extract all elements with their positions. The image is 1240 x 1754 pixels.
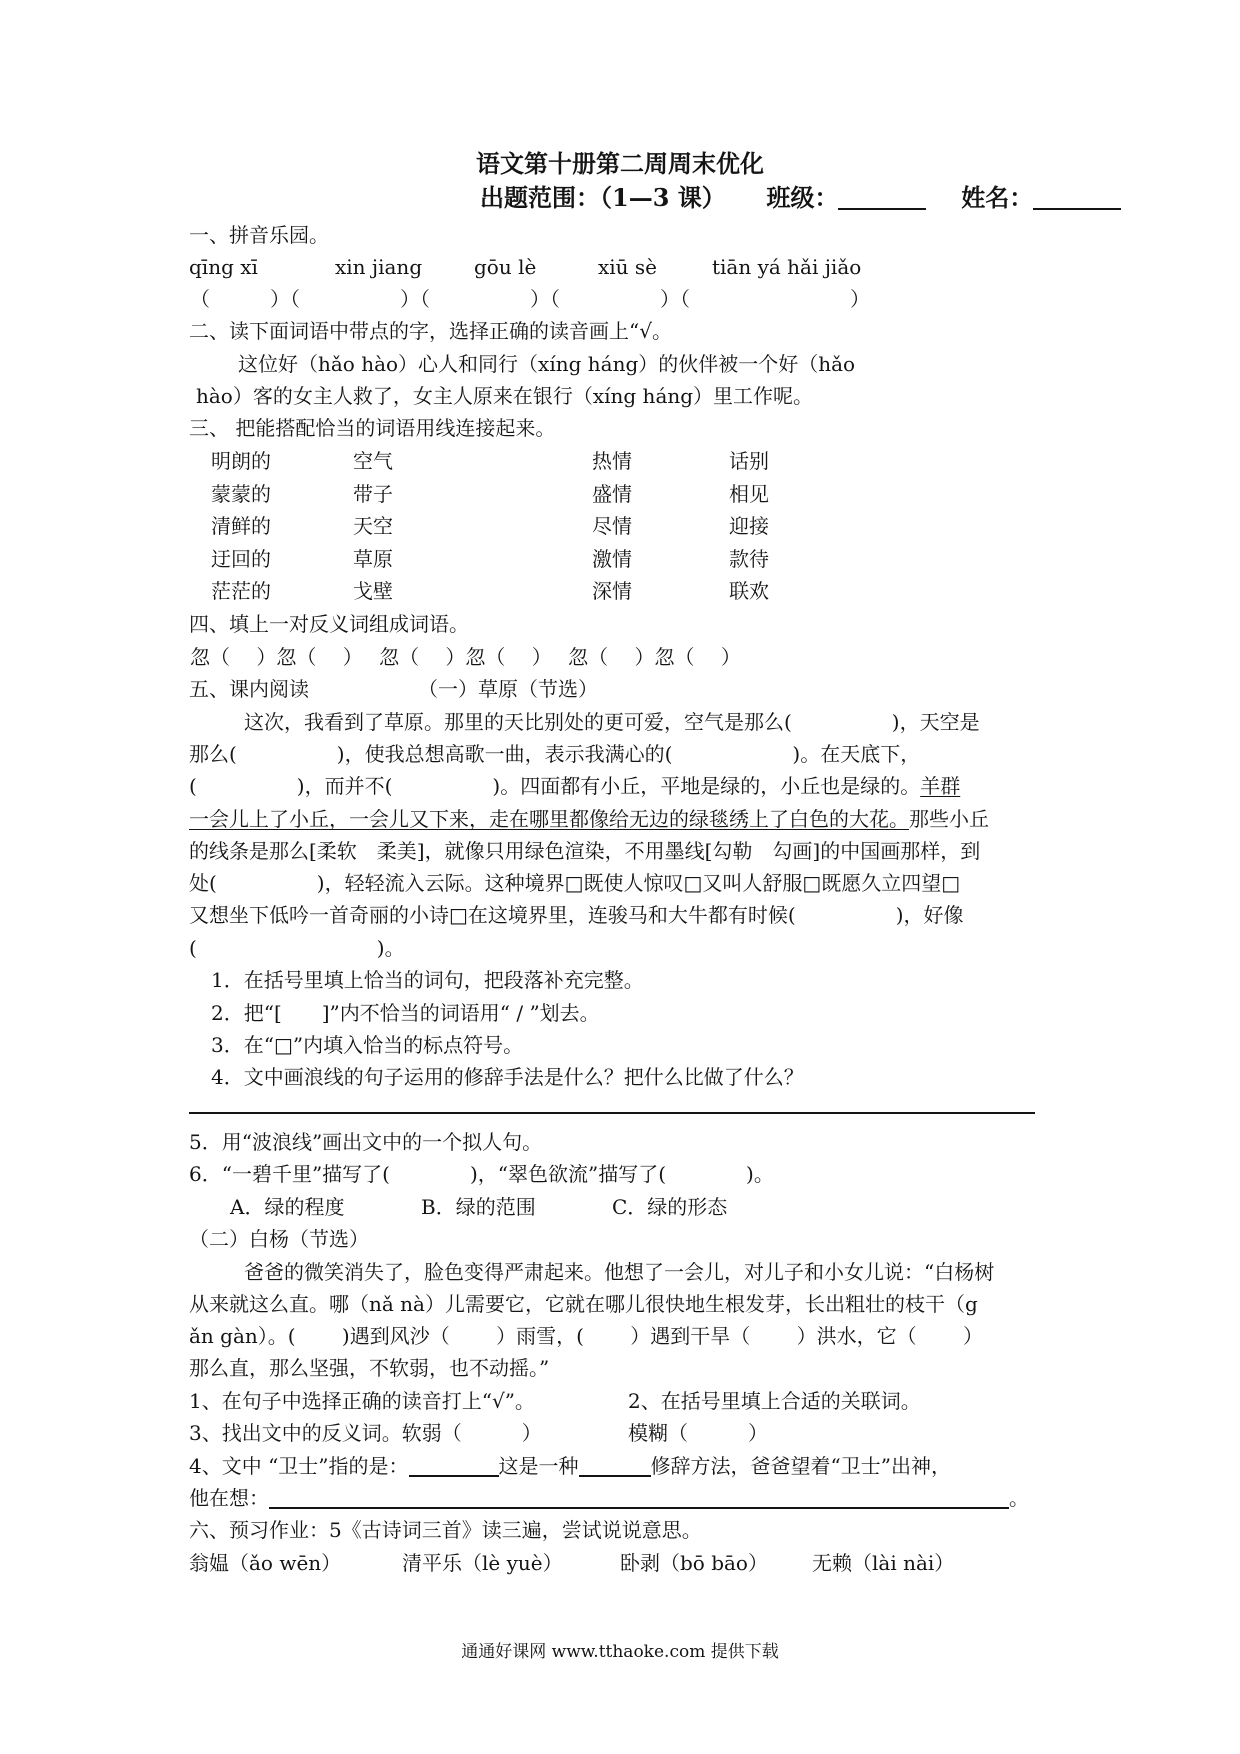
reading-1-line-1[interactable]: 这次，我看到了草原。那里的天比别处的更可爱，空气是那么( )，天空是 — [244, 710, 980, 734]
match-word[interactable]: 戈壁 — [353, 579, 393, 603]
reading-1-line-2[interactable]: 那么( )，使我总想高歌一曲，表示我满心的( )。在天底下， — [189, 742, 921, 766]
page-title: 语文第十册第二周周末优化 — [476, 149, 764, 178]
reading-1-line-7[interactable]: 又想坐下低吟一首奇丽的小诗□在这境界里，连骏马和大牛都有时候( )，好像 — [189, 903, 964, 927]
match-word[interactable]: 清鲜的 — [211, 514, 271, 538]
header-info — [480, 182, 1121, 214]
match-col-2 — [353, 446, 393, 609]
match-col-4 — [729, 446, 769, 609]
underlined-sentence: 一会儿上了小丘，一会儿又下来，走在哪里都像给无边的绿毯绣上了白色的大花。 — [189, 807, 909, 831]
reading-2-question-4-cont — [189, 1483, 1049, 1513]
reading-2-line-1: 爸爸的微笑消失了，脸色变得严肃起来。他想了一会儿，对儿子和小女儿说：“白杨树 — [244, 1260, 995, 1284]
reading-2-line-3[interactable]: ǎn gàn）。( )遇到风沙（ ）雨雪，( ）遇到干旱（ ）洪水，它（ ） — [189, 1324, 983, 1348]
question-4-blank-2[interactable] — [579, 1451, 651, 1477]
question-3: 3．在“□”内填入恰当的标点符号。 — [211, 1033, 524, 1057]
option-c[interactable]: C．绿的形态 — [612, 1195, 728, 1219]
match-word[interactable]: 草原 — [353, 546, 393, 571]
question-4-think: 他在想： — [189, 1486, 269, 1510]
pinyin-3: gōu lè — [474, 255, 537, 279]
section-2-line-2[interactable]: hào）客的女主人救了，女主人原来在银行（xíng háng）里工作呢。 — [196, 384, 814, 408]
reading-2-question-3[interactable]: 3、找出文中的反义词。软弱（ ） — [189, 1421, 542, 1445]
reading-1-line-4[interactable] — [189, 804, 989, 834]
question-4-middle: 这是一种 — [498, 1454, 579, 1478]
match-word[interactable]: 蒙蒙的 — [211, 481, 271, 506]
reading-2-line-4: 那么直，那么坚强，不软弱，也不动摇。” — [189, 1356, 550, 1380]
reading-1-line-3-text: ( )，而并不( )。四面都有小丘，平地是绿的，小丘也是绿的。 — [189, 774, 921, 798]
match-word[interactable]: 相见 — [729, 481, 769, 506]
reading-1-line-6[interactable]: 处( )，轻轻流入云际。这种境界□既使人惊叹□又叫人舒服□既愿久立四望□ — [189, 871, 961, 895]
match-word[interactable]: 带子 — [353, 481, 393, 506]
preview-word-4[interactable]: 无赖（lài nài） — [812, 1551, 955, 1575]
match-word[interactable]: 款待 — [729, 546, 769, 571]
question-4-answer-line[interactable] — [269, 1483, 1009, 1509]
section-3-heading: 三、 把能搭配恰当的词语用线连接起来。 — [189, 416, 556, 440]
question-2: 2．把“[ ]”内不恰当的词语用“ / ”划去。 — [211, 1001, 600, 1025]
preview-word-1[interactable]: 翁媪（ǎo wēn） — [189, 1551, 342, 1575]
match-word[interactable]: 话别 — [729, 449, 769, 473]
pinyin-answer-blanks[interactable]: （ ）（ ）（ ）（ ）（ ） — [190, 287, 870, 311]
match-word[interactable]: 明朗的 — [211, 449, 271, 473]
reading-1-line-4-text: 那些小丘 — [909, 807, 989, 831]
question-5: 5．用“波浪线”画出文中的一个拟人句。 — [189, 1130, 543, 1154]
section-6-heading: 六、预习作业：5《古诗词三首》读三遍，尝试说说意思。 — [189, 1518, 702, 1542]
section-5-heading: 五、课内阅读 — [189, 677, 309, 701]
class-label: 班级： — [766, 183, 839, 212]
pinyin-5: tiān yá hǎi jiǎo — [712, 255, 862, 279]
match-word[interactable]: 尽情 — [592, 514, 632, 538]
question-4: 4．文中画浪线的句子运用的修辞手法是什么？把什么比做了什么？ — [211, 1065, 804, 1089]
answer-line-question-4[interactable] — [189, 1112, 1035, 1114]
reading-2-question-1: 1、在句子中选择正确的读音打上“√”。 — [189, 1389, 535, 1413]
match-word[interactable]: 迂回的 — [211, 546, 271, 571]
reading-2-question-4 — [189, 1451, 951, 1481]
match-word[interactable]: 热情 — [592, 449, 632, 473]
match-word[interactable]: 深情 — [592, 579, 632, 603]
reading-1-line-5[interactable]: 的线条是那么[柔软 柔美]，就像只用绿色渲染，不用墨线[勾勒 勾画]的中国画那样，到 — [189, 839, 981, 863]
match-word[interactable]: 迎接 — [729, 514, 769, 538]
reading-2-title: （二）白杨（节选） — [189, 1227, 369, 1251]
match-word[interactable]: 联欢 — [729, 579, 769, 603]
option-a[interactable]: A．绿的程度 — [230, 1195, 345, 1219]
option-b[interactable]: B．绿的范围 — [421, 1195, 536, 1219]
preview-word-3[interactable]: 卧剥（bō bāo） — [620, 1551, 768, 1575]
reading-1-line-8[interactable]: ( )。 — [189, 936, 405, 960]
section-1-heading: 一、拼音乐园。 — [189, 223, 329, 247]
reading-1-title: （一）草原（节选） — [418, 677, 598, 701]
section-2-line-1[interactable]: 这位好（hǎo hào）心人和同行（xíng háng）的伙伴被一个好（hǎo — [238, 352, 856, 376]
question-1: 1．在括号里填上恰当的词句，把段落补充完整。 — [211, 968, 644, 992]
antonym-blanks[interactable]: 忽（ ）忽（ ） 忽（ ）忽（ ） 忽（ ）忽（ ） — [190, 645, 741, 669]
reading-2-line-2[interactable]: 从来就这么直。哪（nǎ nà）儿需要它，它就在哪儿很快地生根发芽，长出粗壮的枝干（g — [189, 1292, 978, 1316]
reading-2-question-2: 2、在括号里填上合适的关联词。 — [628, 1389, 921, 1413]
pinyin-1: qīng xī — [189, 255, 258, 279]
match-word[interactable]: 空气 — [353, 449, 393, 473]
section-2-heading: 二、读下面词语中带点的字，选择正确的读音画上“√。 — [189, 319, 672, 343]
pinyin-4: xiū sè — [598, 255, 658, 279]
pinyin-2: xin jiang — [335, 255, 423, 279]
question-6[interactable]: 6．“一碧千里”描写了( )，“翠色欲流”描写了( )。 — [189, 1162, 774, 1186]
question-4-end: 修辞方法，爸爸望着“卫士”出神， — [650, 1454, 951, 1478]
underlined-sentence-start: 羊群 — [920, 774, 961, 798]
match-col-3 — [592, 446, 632, 609]
name-blank[interactable] — [1033, 184, 1121, 210]
match-word[interactable]: 天空 — [353, 514, 393, 538]
question-4-blank-1[interactable] — [409, 1451, 499, 1477]
question-4-period: 。 — [1009, 1486, 1029, 1510]
question-4-prompt: 4、文中 “卫士”指的是： — [189, 1454, 409, 1478]
reading-1-line-3[interactable] — [189, 771, 960, 801]
section-4-heading: 四、填上一对反义词组成词语。 — [189, 612, 469, 636]
reading-2-question-3-b[interactable]: 模糊（ ） — [628, 1421, 768, 1445]
match-col-1 — [211, 446, 271, 609]
match-word[interactable]: 茫茫的 — [211, 579, 271, 603]
scope-label: 出题范围：（1—3 课） — [480, 183, 726, 212]
footer-credit: 通通好课网 www.tthaoke.com 提供下载 — [461, 1642, 779, 1662]
match-word[interactable]: 盛情 — [592, 481, 632, 506]
preview-word-2[interactable]: 清平乐（lè yuè） — [402, 1551, 563, 1575]
match-word[interactable]: 激情 — [592, 546, 632, 571]
class-blank[interactable] — [838, 184, 926, 210]
name-label: 姓名： — [961, 183, 1034, 212]
